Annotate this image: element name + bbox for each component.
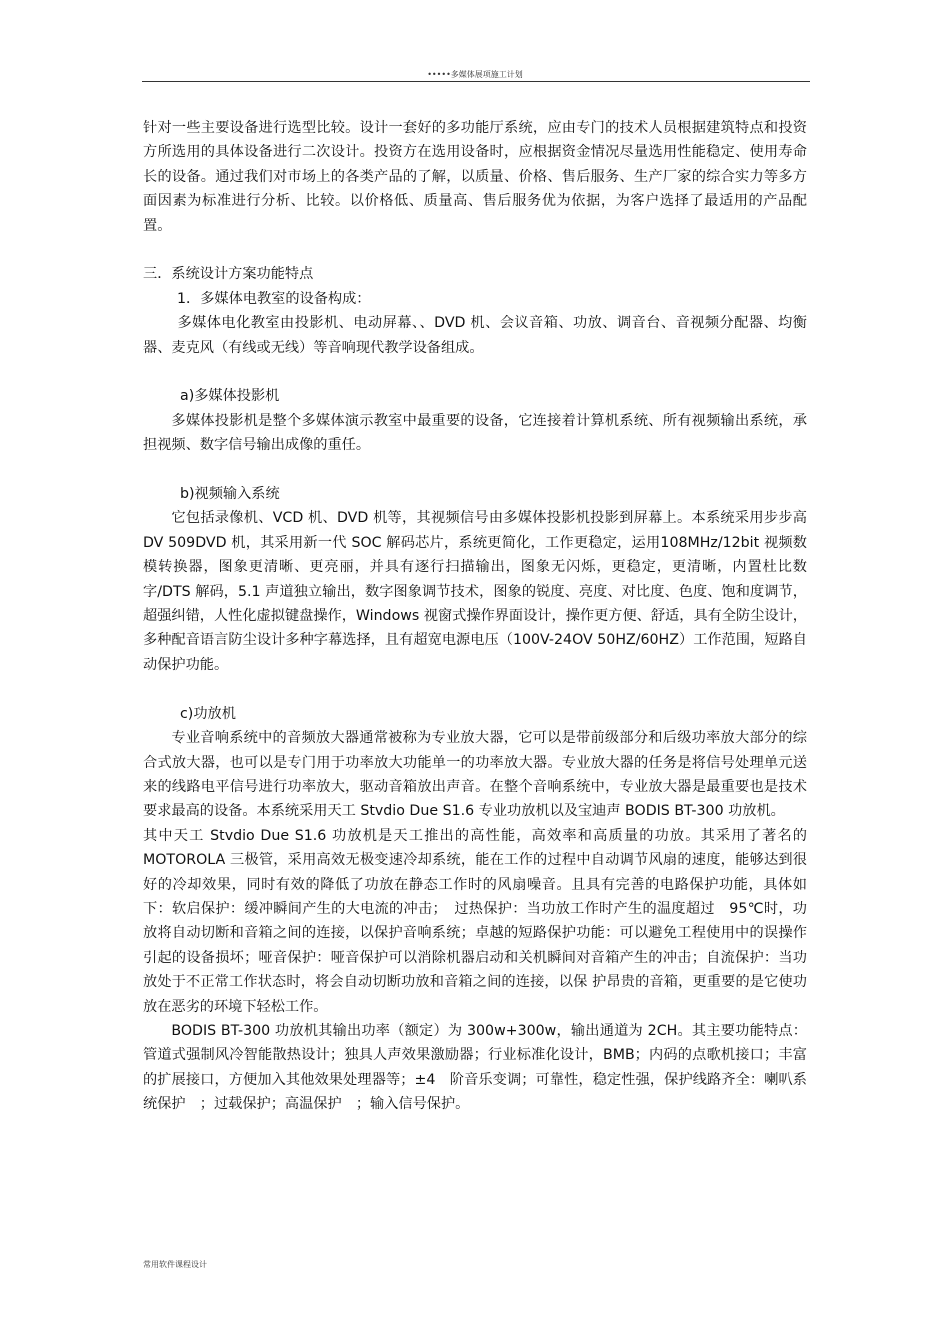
document-body — [143, 116, 807, 1117]
spacer — [143, 677, 807, 701]
intro-paragraph: 针对一些主要设备进行选型比较。设计一套好的多功能厅系统，应由专门的技术人员根据建筑特点和投资方所选用的具体设备进行二次设计。投资方在选用设备时，应根据资金情况尽量选用性能稳定、使用寿命长的设备。通过我们对市场上的各类产品的了解，以质量、价格、售后服务、生产厂家的综合实力等多方面因素为标准进行分析、比较。以价格低、质量高、售后服务优为依据，为客户选择了最适用的产品配置。 — [143, 120, 807, 234]
sub1-paragraph-text: 多媒体电化教室由投影机、电动屏幕、、DVD 机、会议音箱、功放、调音台、音视频分配器、均衡器、麦克风（有线或无线）等音响现代教学设备组成。 — [143, 315, 807, 356]
b-heading: b)视频输入系统 — [180, 486, 280, 503]
b-paragraph: 它包括录像机、VCD 机、DVD 机等，其视频信号由多媒体投影机投影到屏幕上。本系统采用步步高 DV 509DVD 机，其采用新一代 SOC 解码芯片，系统更简化，工作更稳定，运用108MHz/12bit 视频数模转换器，图象更清晰、更亮丽，并具有逐行扫描输出，图象无闪烁，更稳定，更清晰，内置杜比数字/DTS 解码，5.1 声道独立输出，数字图象调节技术，图象的锐度、亮度、对比度、色度、饱和度调节，超强纠错，人性化虚拟键盘操作，Windows 视窗式操作界面设计，操作更方便、舒适，具有全防尘设计，多种配音语言防尘设计多种字幕选择，且有超宽电源电压（100V-24OV 50HZ/60HZ）工作范围，短路自动保护功能。 — [143, 510, 807, 673]
c-paragraph-2: 其中天工 Stvdio Due S1.6 功放机是天工推出的高性能，高效率和高质量的功放。其采用了著名的 MOTOROLA 三极管，采用高效无极变速冷却系统，能在工作的过程中自动调节风扇的速度，能够达到很好的冷却效果，同时有效的降低了功放在静态工作时的风扇噪音。且具有完善的电路保护功能，具体如下：软启保护：缓冲瞬间产生的大电流的冲击； 过热保护：当功放工作时产生的温度超过 95℃时，功放将自动切断和音箱之间的连接，以保护音响系统；卓越的短路保护功能：可以避免工程使用中的误操作引起的设备损坏；哑音保护：哑音保护可以消除机器启动和关机瞬间对音箱产生的冲击；自流保护：当功放处于不正常工作状态时，将会自动切断功放和音箱之间的连接，以保 护昂贵的音箱，更重要的是它使功放在恶劣的环境下轻松工作。 — [143, 827, 807, 1015]
page-header-title: •••••多媒体展项施工计划 — [427, 70, 523, 79]
section3-heading: 三．系统设计方案功能特点 — [143, 266, 314, 283]
sub1-heading: 1．多媒体电教室的设备构成： — [177, 290, 371, 307]
spacer — [143, 360, 807, 384]
page-footer: 常用软件课程设计 — [143, 1260, 207, 1269]
sub1-paragraph — [143, 311, 807, 360]
spacer — [143, 238, 807, 262]
a-heading: a)多媒体投影机 — [180, 388, 280, 405]
c-paragraph-1: 专业音响系统中的音频放大器通常被称为专业放大器，它可以是带前级部分和后级功率放大部分的综合式放大器，也可以是专门用于功率放大功能单一的功率放大器。专业放大器的任务是将信号处理单元送来的线路电平信号进行功率放大，驱动音箱放出声音。在整个音响系统中，专业放大器是最重要也是技术要求最高的设备。本系统采用天工 Stvdio Due S1.6 专业功放机以及宝迪声 BODIS BT-300 功放机。 — [143, 730, 807, 820]
spacer — [143, 458, 807, 482]
header-divider — [142, 81, 810, 82]
a-paragraph: 多媒体投影机是整个多媒体演示教室中最重要的设备，它连接着计算机系统、所有视频输出系统，承担视频、数字信号输出成像的重任。 — [143, 412, 807, 454]
c-paragraph-3: BODIS BT-300 功放机其输出功率（额定）为 300w+300w，输出通道为 2CH。其主要功能特点：管道式强制风冷智能散热设计；独具人声效果激励器；行业标准化设计，BMB；内码的点歌机接口；丰富的扩展接口，方便加入其他效果处理器等；±4 阶音乐变调；可靠性，稳定性强，保护线路齐全：喇叭系统保护 ；过载保护；高温保护 ；输入信号保护。 — [143, 1022, 807, 1113]
c-heading: c)功放机 — [180, 705, 236, 722]
